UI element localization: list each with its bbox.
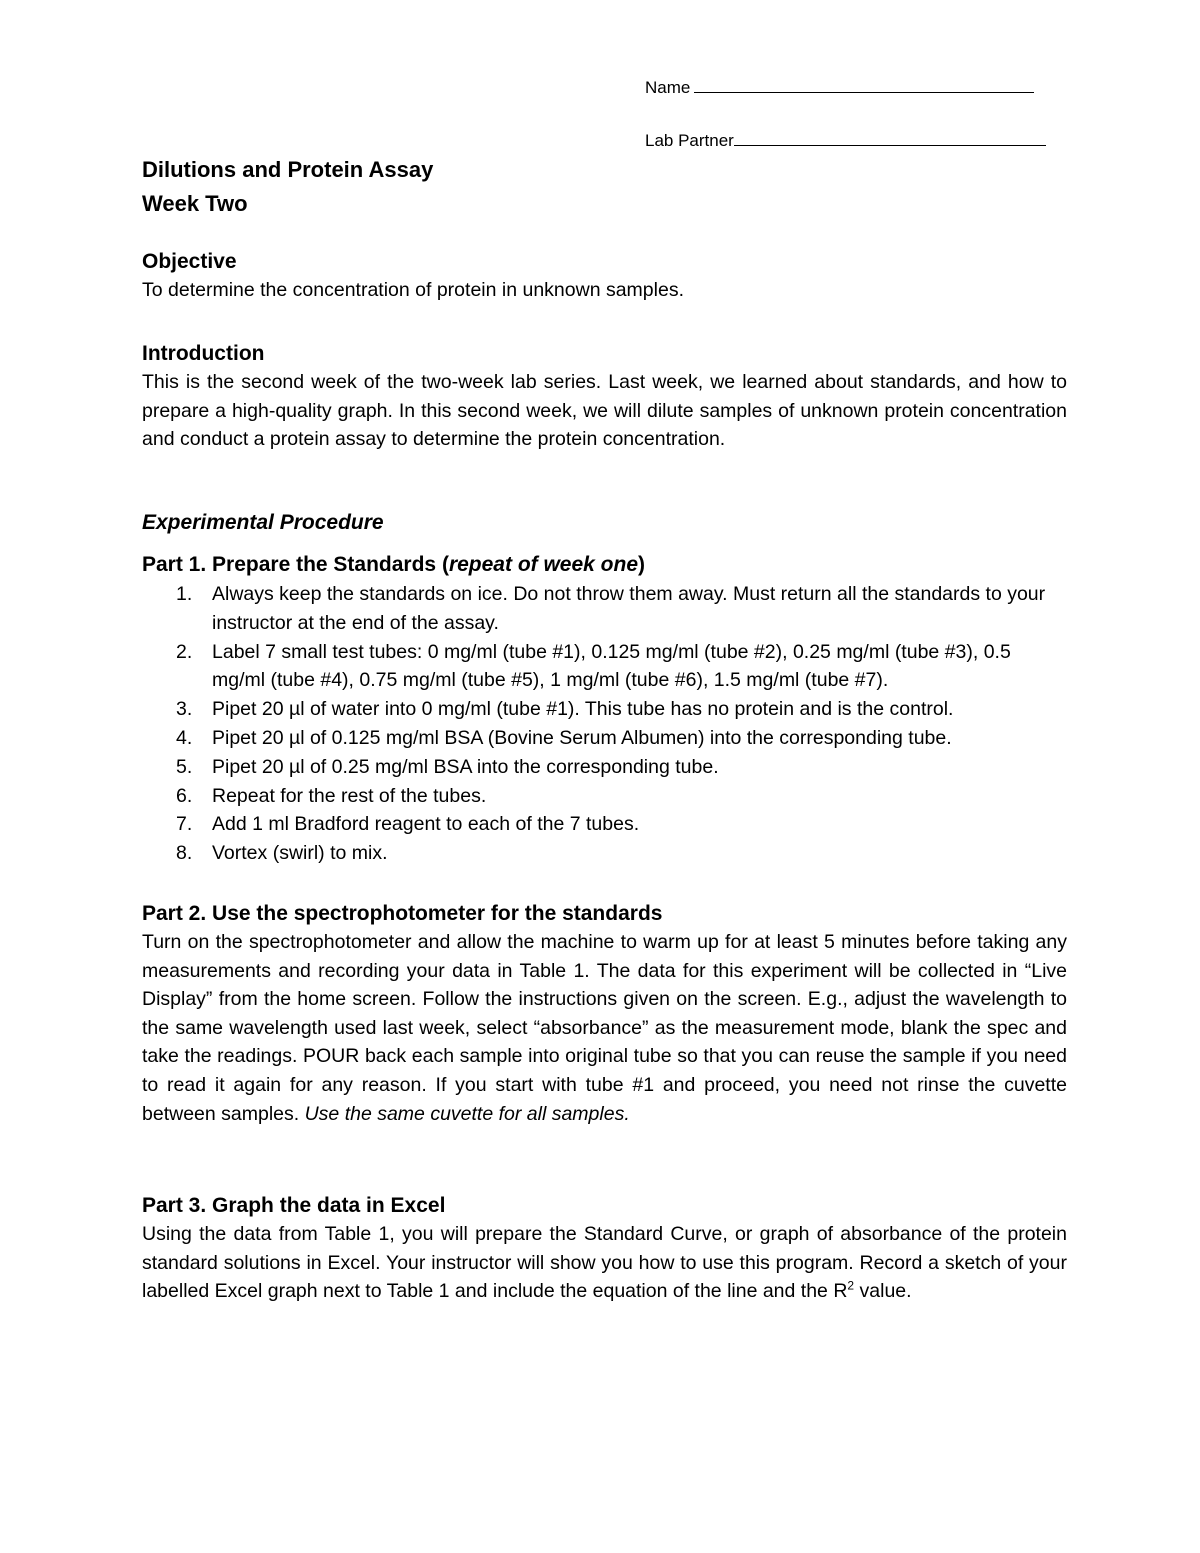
r-squared-superscript: 2 <box>847 1278 855 1293</box>
step-number: 5. <box>176 755 193 778</box>
part1-step-item <box>142 753 1067 782</box>
part1-heading <box>142 550 1067 580</box>
introduction-section <box>142 340 1067 454</box>
objective-heading: Objective <box>142 250 237 273</box>
objective-text: To determine the concentration of protein in unknown samples. <box>142 279 684 301</box>
name-label: Name <box>645 78 691 97</box>
part1-heading-italic: repeat of week one <box>448 553 639 576</box>
part2-heading: Part 2. Use the spectrophotometer for the standards <box>142 902 663 925</box>
step-number: 7. <box>176 813 193 836</box>
part1-step-item <box>142 580 1067 638</box>
step-text: Label 7 small test tubes: 0 mg/ml (tube #1), 0.125 mg/ml (tube #2), 0.25 mg/ml (tube #3), 0.5 mg/ml (tube #4), 0.75 mg/ml (tube #5), 1 mg/ml (tube #6), 1.5 mg/ml (tube #7). <box>212 640 1011 692</box>
part1-step-item <box>142 782 1067 811</box>
part1-step-item <box>142 839 1067 868</box>
step-text: Vortex (swirl) to mix. <box>212 842 388 865</box>
part1-step-item <box>142 724 1067 753</box>
introduction-heading: Introduction <box>142 342 265 365</box>
experimental-procedure-section <box>142 508 1067 538</box>
part3-heading: Part 3. Graph the data in Excel <box>142 1194 446 1217</box>
part1-section <box>142 550 1067 868</box>
name-blank-line[interactable] <box>694 76 1034 93</box>
part1-step-item <box>142 638 1067 696</box>
part1-step-item <box>142 695 1067 724</box>
objective-section <box>142 248 1067 305</box>
step-number: 6. <box>176 784 193 807</box>
introduction-text: This is the second week of the two-week lab series. Last week, we learned about standards, and how to prepare a high-quality graph. In this second week, we will dilute samples of unknown protein concentration and conduct a protein assay to determine the protein concentration. <box>142 371 1067 451</box>
part3-section <box>142 1192 1067 1306</box>
lab-partner-label: Lab Partner <box>645 131 734 150</box>
step-text: Add 1 ml Bradford reagent to each of the 7 tubes. <box>212 813 640 836</box>
document-title <box>142 153 1067 221</box>
part3-text-end: value. <box>854 1280 912 1303</box>
step-text: Pipet 20 µl of water into 0 mg/ml (tube #1). This tube has no protein and is the control. <box>212 698 954 721</box>
part1-steps-list <box>142 580 1067 868</box>
title-line-2: Week Two <box>142 191 248 216</box>
step-text: Repeat for the rest of the tubes. <box>212 784 487 807</box>
part1-step-item <box>142 810 1067 839</box>
title-line-1: Dilutions and Protein Assay <box>142 157 434 182</box>
step-number: 1. <box>176 583 193 605</box>
part2-section <box>142 900 1067 1128</box>
part2-text <box>142 928 1067 1128</box>
step-text: Pipet 20 µl of 0.125 mg/ml BSA (Bovine Serum Albumen) into the corresponding tube. <box>212 726 952 749</box>
name-field <box>645 76 1034 98</box>
part1-heading-close: ) <box>638 553 646 576</box>
part3-text <box>142 1220 1067 1306</box>
part1-heading-main: Part 1. Prepare the Standards ( <box>142 553 449 576</box>
part2-text-italic: Use the same cuvette for all samples. <box>304 1102 630 1125</box>
lab-partner-blank-line[interactable] <box>734 129 1046 146</box>
experimental-procedure-heading: Experimental Procedure <box>142 511 384 534</box>
step-number: 4. <box>176 726 193 749</box>
step-number: 2. <box>176 640 193 663</box>
step-text: Pipet 20 µl of 0.25 mg/ml BSA into the corresponding tube. <box>212 755 719 778</box>
part2-text-main: Turn on the spectrophotometer and allow the machine to warm up for at least 5 minutes before taking any measurements and recording your data in Table 1. The data for this experiment will be collected in “Live Display” from the home screen. Follow the instructions given on the screen. E.g., adjust the wavelength to the same wavelength used last week, select “absorbance” as the measurement mode, blank the spec and take the readings. POUR back each sample into original tube so that you can reuse the sample if you need to read it again for any reason. If you start with tube #1 and proceed, you need not rinse the cuvette between samples. <box>142 931 1067 1125</box>
lab-partner-field <box>645 129 1046 151</box>
step-text: Always keep the standards on ice. Do not throw them away. Must return all the standards to your instructor at the end of the assay. <box>212 583 1046 634</box>
step-number: 8. <box>176 842 193 865</box>
step-number: 3. <box>176 698 193 721</box>
part3-text-main: Using the data from Table 1, you will prepare the Standard Curve, or graph of absorbance of the protein standard solutions in Excel. Your instructor will show you how to use this program. Record a sketch of your labelled Excel graph next to Table 1 and include the equation of the line and the R <box>142 1223 1067 1303</box>
